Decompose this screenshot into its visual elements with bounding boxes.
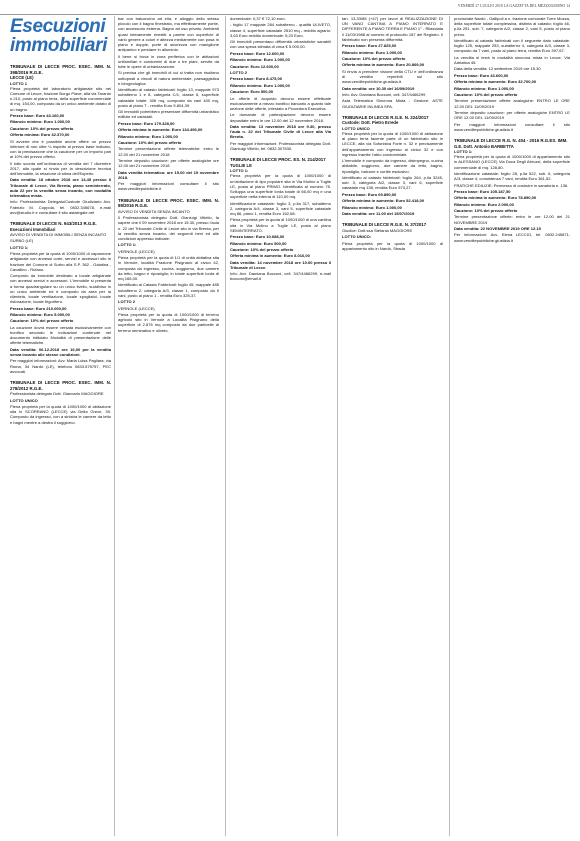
column-1 xyxy=(10,60,111,836)
entry-title: TRIBUNALE DI LECCE R.G.E. N. 224/2017 xyxy=(342,114,429,120)
entry-paragraph: Per maggiori informazioni: Professionista delegato Dott. Gianluigi Vitiello, tel. 0832.307530. xyxy=(230,140,331,151)
section-title xyxy=(10,17,105,57)
entry-paragraph: Piena proprietà per la quota di 1000/1000 di capannone artigianale con annessi corte, servizi e accessori sito in frazione del Comune di Surbo alla S.P. 362 - Galatina - Cavallino - Rufano. xyxy=(10,251,111,272)
entry-paragraph: Identificato al Catasto Fabbricati: foglio 45, mappale 485 subalterno 2, categoria A/3, classe 1, composto da 9 vani, posto al piano 1 - rendita Euro 325,37. xyxy=(118,282,219,298)
entry-paragraph: tan. 13,33/85 (+47) per lavori di REALIZZAZIONE DI UN VANO CANTINA A PIANO INTERRATO E DIFFERENTE A PIANO TERRA E PIANO 1° - Rilasciata il 11/03/1988 al numero di protocollo 187 del Registro. Il fabbricato non presenta difformità. xyxy=(342,16,443,42)
entry-paragraph: Il Professionista delegato Dott. Gianluigi Vitiello, fa sapere che il 09 novembre 2018 ore 15.30, presso l'aula n. 22 del Tribunale Civile di Lecce sito in via Brenta, per la vendita senza incanto, dei seguenti beni ed alle condizioni appresso indicate: xyxy=(118,215,219,241)
entry-paragraph: Prezzo base: Euro 43.600,00 xyxy=(454,72,509,78)
entry-paragraph: Identificato al catasto fabbricati con il seguente dato catastale: foglio 125, mappale 253, subalterno 4, categoria A/3, classe 3, composto da 7 vani, posto al piano terra, rendita Euro 397,67. xyxy=(454,38,570,54)
entry-subtitle: TUGLIE LE xyxy=(230,162,252,168)
entry-subtitle: LECCE (LE) xyxy=(10,75,34,81)
entry-paragraph: Rilancio minimo: Euro 1.000,00 xyxy=(454,85,514,91)
entry-paragraph: Prezzo base: Euro 43.160,00 xyxy=(10,113,65,118)
entry-paragraph: Data vendita: 14 novembre 2018 ore 10.00 presso il Tribunale di Lecce. xyxy=(230,259,331,270)
entry-paragraph: Cauzione: 10% del prezzo offerto xyxy=(230,246,294,252)
entry-paragraph: Prezzo base: Euro 10.688,00 xyxy=(230,234,285,240)
entry-paragraph: AVVISO DI VENDITA SENZA INCANTO xyxy=(118,208,190,214)
entry-paragraph: Rilancio minimo: Euro 1.000,00 xyxy=(342,49,402,55)
entry-paragraph: Data vendita: 22 NOVEMBRE 2019 ORE 12.15 xyxy=(454,226,541,232)
column-3 xyxy=(230,16,331,836)
entry-paragraph: LOTTO 2 xyxy=(118,299,136,305)
auction-entry xyxy=(454,138,570,243)
entry-paragraph: Prezzo base: Euro 12.600,00 xyxy=(230,50,285,56)
entry-paragraph: Cauzione: 10% del prezzo offerto xyxy=(118,139,182,145)
entry-paragraph: Offerta minima in aumento: Euro 78.890,00 xyxy=(454,195,537,201)
entry-paragraph: Data vendita: 13 novembre 2018 ore 9.30, presso l'aula n. 22 del Tribunale Civile di Lecce alla Via Brenta. xyxy=(230,123,331,140)
entry-paragraph: Cauzione: 10% del prezzo offerto xyxy=(454,208,518,214)
entry-paragraph: Cauzione: Euro 500,00 xyxy=(230,89,274,95)
entry-paragraph: Cauzione: 10% del prezzo offerto xyxy=(10,125,74,131)
entry-paragraph: domenicale: 0,37 € 72,10 euro. xyxy=(230,16,286,21)
entry-paragraph: Per maggiori informazioni consultare il sito www.venditepubbliche.it xyxy=(118,181,219,192)
entry-subtitle: G.E. Dott. Antonio BARBETTA xyxy=(454,143,514,149)
entry-paragraph: Cauzione: 10% del prezzo offerto xyxy=(10,318,74,324)
column-divider xyxy=(449,16,450,836)
auction-entry xyxy=(118,198,219,333)
entry-paragraph: LOTTO UNICO xyxy=(10,397,38,403)
entry-paragraph: Info: Avv. Damiana Bocconi, cell. 347/4466299, e-mail bocconi@email.it xyxy=(230,271,331,282)
entry-paragraph: Cauzione: 10% del prezzo offerto xyxy=(454,91,518,97)
entry-paragraph: Rilancio minimo: Euro 1.000,00 xyxy=(230,82,290,88)
entry-paragraph: provinciale Nardò - Gallipoli a n. frazione comunale Torre Mozza, della superficie totale complessiva, distinta al catasto: foglio 46, p.lla 251, sub. 7, categoria A/2, classe 2, vani 5, posto al piano primo. xyxy=(454,16,570,37)
entry-paragraph: Per maggiori informazioni: Avv. Maria Luisa Pagliara, via Roma, 34 Nardò (LE), telefono 0833.575757, PEC avvocati. xyxy=(10,358,111,374)
entry-paragraph: LOTTO 1: xyxy=(118,242,137,248)
entry-title: TRIBUNALE DI LECCE PROC. ESEC. IMM. N. 278/2012 R.G.E. xyxy=(10,379,111,391)
entry-paragraph: Gli immobili potrebbero presentare difformità urbanistico edilizie ed catastali. xyxy=(118,109,219,120)
entry-paragraph: Il lotto sconta nell'ordinanza di vendita del 7 dicembre 2017, alla quale si rinvia per la descrizione tecnica dell'immobile, la relazione di stima dell'Esperto. xyxy=(10,160,111,176)
auction-entry xyxy=(10,64,111,215)
auction-entry xyxy=(342,222,443,251)
page-header xyxy=(0,0,580,15)
entry-paragraph: Piena proprietà per la quota di 1000/1000 di abitazione al piano terra facente parte di un fabbricato sito in LECCE, alla via Sofonisba Forte n. 32 e precisamente dell'appartamento con ingresso al civico 32 e con ingresso tramite l'atrio condominiale. xyxy=(342,130,443,157)
entry-paragraph: Termine deposito cauzione: per offerte analogiche ENTRO LE ORE 12.00 DEL 11/09/2019 xyxy=(454,109,570,121)
entry-paragraph: Termine presentazione offerte telematiche: entro le 12.00 del 21 novembre 2018 xyxy=(118,146,219,157)
entry-paragraph: Prezzo base: Euro 8.475,00 xyxy=(230,76,282,82)
entry-paragraph: Prezzo base: Euro 69.890,00 xyxy=(342,191,397,197)
entry-paragraph: Prezzo base: Euro 105.187,50 xyxy=(454,188,511,194)
entry-paragraph: Cauzione: Euro 12.600,00 xyxy=(230,63,279,69)
auction-entry xyxy=(230,16,331,151)
entry-paragraph: La cauzione dovrà essere versata esclusivamente con bonifico secondo le indicazioni contenute nel documento intitolato Modalità di presentazione delle offerte telematiche. xyxy=(10,324,111,346)
entry-paragraph: Le offerte di acquisto devono essere effettuate esclusivamente a mezzo bonifico bancario a quanto tale sezione delle offerte, intestato a Procedura Esecutiva. xyxy=(230,95,331,111)
entry-paragraph: Offerta minima in aumento: Euro 20.869,00 xyxy=(342,62,425,68)
entry-paragraph: SURBO (LE) xyxy=(10,238,34,244)
auction-entry xyxy=(118,16,219,192)
column-divider xyxy=(337,16,338,836)
entry-paragraph: Prezzo base: Euro 27.825,00 xyxy=(342,43,397,49)
entry-paragraph: Cauzione: 10% del prezzo offerto xyxy=(342,55,406,61)
entry-title: TRIBUNALE DI LECCE PROC. ES. N. 214/2017 xyxy=(230,157,326,163)
column-divider xyxy=(114,16,115,836)
entry-paragraph: Prezzo base: Euro 210.000,00 xyxy=(10,305,67,311)
entry-paragraph: Rilancio minimo: Euro 2.000,00 xyxy=(454,201,514,207)
entry-paragraph: LOTTO 1: xyxy=(10,244,29,250)
auction-entry xyxy=(10,221,111,374)
auction-entry xyxy=(230,157,331,282)
entry-paragraph: Identificazione catastale: foglio 28, p.lla 522, sub. 6, categoria A/3, classe 4, consistenza 7 vani, rendita Euro 361,52. xyxy=(454,170,570,182)
entry-paragraph: Rilancio minimo: Euro 500,00 xyxy=(230,240,287,246)
entry-paragraph: Termine presentazione offerte analogiche: ENTRO LE ORE 12.00 DEL 11/09/2019 xyxy=(454,98,570,109)
column-4 xyxy=(342,16,443,836)
auction-entry xyxy=(342,16,443,109)
entry-paragraph: Offerta minima in aumento: Euro 32.700,00 xyxy=(454,79,537,85)
entry-paragraph: Piena proprietà per la quota di 1000/1000 di appartamento sito in Nardò, Strada xyxy=(342,240,443,251)
entry-paragraph: Piena proprietà per la quota di 1000/1000 di una cantina sita in Via Mulino a Tuglie LE, posta al piano SEMINTERRATO. xyxy=(230,217,331,233)
entry-paragraph: L'immobile è composto da ingresso, disimpegno, cucina abitabile, soggiorno, due camere da letto, bagno, ripostiglio, balcone e cortile esclusivo. xyxy=(342,158,443,174)
auction-entry xyxy=(10,380,111,425)
entry-paragraph: AVVISO DI VENDITA DI IMMOBILI SENZA INCANTO xyxy=(10,231,107,237)
entry-paragraph: - foglio 17 mappale 284 subalterno - qualità ULIVETO, classe 4, superficie catastale 2510 mq - reddito agrario: 3,63 Euro reddito domenicale: 5,20 Euro. xyxy=(230,22,331,38)
section-title-line-2: immobiliari xyxy=(10,35,107,56)
auction-entry xyxy=(342,115,443,216)
column-divider xyxy=(225,16,226,836)
entry-paragraph: Si avverte che è possibile anche offrire un prezzo inferiore di non oltre ¼ rispetto al prezzo base indicato, con la precisazione che la cauzione per un importo pari al 10% del prezzo offerto. xyxy=(10,138,111,160)
entry-paragraph: La vendita si terrà in modalità sincrona mista in Lecce, Via Adriatica 45. xyxy=(454,54,570,65)
entry-paragraph: Rilancio minimo: Euro 1.000,00 xyxy=(10,119,70,125)
entry-paragraph: Rilancio minimo: Euro 1.000,00 xyxy=(342,204,402,210)
entry-title: TRIBUNALE DI LECCE PROC. ESEC. IMM. N. 89/2016 R.G.E. xyxy=(118,197,219,209)
entry-title: TRIBUNALE DI LECCE PROC. ESEC. IMM. N. 398/2016 R.G.E. xyxy=(10,64,111,75)
entry-title: TRIBUNALE DI LECCE R.G.E. N. 37/2017 xyxy=(342,222,427,228)
entry-paragraph: Il bene si trova in zona periferica con le abitazioni unifamiliari e condomini di due o tre piani, servite da tutte le opere di urbanizzazione. xyxy=(118,53,219,70)
entry-paragraph: LOTTO 2 xyxy=(230,69,248,75)
entry-paragraph: Data vendita telematica: ore 15.00 del 19 novembre 2018. xyxy=(118,169,219,180)
lot-label: LOTTO 1: xyxy=(454,148,473,154)
entry-paragraph: Prezzo base: Euro 179.328,00 xyxy=(118,120,175,126)
entry-paragraph: Piena proprietà per la quota di 1000/1000 di terreno agricolo sito in Vernole a Località Pisignano della superficie di 2.876 mq composto da due particelle di terreno seminativo e uliveto. xyxy=(118,311,219,333)
entry-paragraph: Professionista delegato Dott. Giancarlo MAGGIORE xyxy=(10,391,104,397)
entry-paragraph: Identificato al catasto fabbricati: foglio 264, p.lla 3245, sub. 3, categoria A/2, classe 3, vani 6, superficie catastale mq 138, rendita Euro 573,27. xyxy=(342,174,443,191)
entry-paragraph: Data vendita: ore 11.00 del 15/07/2019 xyxy=(342,210,415,216)
entry-paragraph: Offerta minima in aumento: Euro 134.496,00 xyxy=(118,127,203,133)
entry-paragraph: Asta Telematica Sincrona Mista - Gestore: ASTE GIUDIZIARIE INLINEA SPA. xyxy=(342,98,443,109)
entry-paragraph: Data vendita: ore 10.30 del 16/09/2019 xyxy=(342,85,415,91)
entry-paragraph: Gli immobili presentano difformità urbanistiche sanabili con una spesa stimata di circa € 5.000,00. xyxy=(230,39,331,50)
entry-paragraph: Identificato al catasto fabbricati: foglio 13, mappale 973 subalterno 1 e 8, categoria C/1, classe 6, superficie catastale totale: 406 mq, composto da vani 400 mq, posto al piano T - rendita Euro 5.804,39. xyxy=(118,87,219,108)
entry-paragraph: Info: Professionista Delegato/Custode Giudiziario Avv. Fabrizio M. Coppola, tel. 0832.345678, e-mail avv@studio.it e consultare il sito astalegale.net xyxy=(10,199,111,215)
entry-paragraph: Termine deposito cauzione: per offerte analogiche ore 12.00 del 21 novembre 2018 xyxy=(118,157,219,169)
entry-paragraph: FRATICHE EDILIZIE: Permesso di costruire in sanatoria n. 136. xyxy=(454,182,569,188)
entry-paragraph: Per maggiori informazioni consultare il sito www.venditepubbliche.giustizia.it xyxy=(454,121,570,132)
entry-paragraph: Si precisa che gli immobili di cui si tratta non risultano sottoposti a vincoli di natura ambientale, paesaggistica e idrogeologica. xyxy=(118,70,219,86)
entry-paragraph: Giudice: Dott.ssa Stefania MAGGIORE xyxy=(342,227,413,233)
header-text: VENERDÌ 27 LUGLIO 2018 LA GAZZETTA DEL MEZZOGIORNO 14 xyxy=(457,4,570,8)
column-5 xyxy=(454,16,570,836)
entry-paragraph: Data della vendita: 12 settembre 2019 ore 15.30 xyxy=(454,66,541,72)
entry-paragraph: Si rinvia a prendere visione della CTU e dell'ordinanza di vendita reperibili sul sito www.venditepubbliche.giustizia.it. xyxy=(342,68,443,85)
entry-paragraph: Piena proprietà per la quota di 1000/1000 di abitazione sita in SCORRANO (LECCE) via Della Grece, 39. Composto da ingresso, con a sinistra le camere da letto e bagni mentre a destra il soggiorno. xyxy=(10,403,111,425)
entry-paragraph: VERNOLE (LECCE) xyxy=(118,248,155,254)
entry-paragraph: Piena proprietà per la quota di 1000/1000 di un'abitazione di tipo popolare sita in Via Mulino a Tuglie LE, posta al piano PRIMO. Identificata al numero 75. Sviluppa una superficie lorda totale di 66,00 mq e una superficie netta interna di 110,00 mq. xyxy=(230,173,331,200)
entry-subtitle: Custode: Dott. Pietro Errede xyxy=(342,120,399,126)
entry-paragraph: bar con balconcino ad ella, e alloggio dello stesso piccolo con il bagno finestrato, ma effettivamente ponte, con accessorio esterna. Bagno ad uso privato. Ambienti quasi interamente rivestiti a parete con superficie di vario genere a colori e altezza mediamente con posa in piano e doppie, porte di sicurezza con maniglione antipanico e persiane in alluminio. xyxy=(118,16,219,53)
column-2 xyxy=(118,16,219,836)
entry-paragraph: Info: Avv. Damiana Bocconi, cell. 347/4466299 xyxy=(342,91,426,97)
entry-paragraph: Identificazione catastale: foglio 3, p.lla 317, subalterno 2, categoria A/4, classe 3, vani 5, superficie catastale mq 86, piano 1, rendita Euro 162,68. xyxy=(230,200,331,216)
entry-paragraph: Rilancio minimo: Euro 5.000,00 xyxy=(10,311,70,317)
lot-label: LOTTO 1 xyxy=(10,80,28,86)
entry-paragraph: Termine presentazione offerte: entro le ore 12.00 del 21 NOVEMBRE 2019 xyxy=(454,214,570,225)
entry-paragraph: LOTTO UNICO: xyxy=(342,234,372,240)
entry-subtitle: Esecuzioni Immobiliari xyxy=(10,226,56,232)
entry-title: TRIBUNALE DI LECCE R.G. N. 404 - 2016 R.G.ES. IMM. xyxy=(454,137,568,143)
entry-paragraph: Data vendita: 18 ottobre 2018 ore 14,45 presso il Tribunale di Lecce, Via Brenta, piano seminterrato, aula 22 per la vendita senza incanto, con modalità telematica mista. xyxy=(10,177,111,198)
entry-paragraph: Composto da immobile destinato a locale artigianale con annessi servizi e accessori. L'immobile si presenta a forma quadrangolare su un unico livello, suddiviso in un unico ambiente ed è composto da area per la clientela, locale ventilazione, locale spogliatoi, locale ristorazione, locale frigorifero. xyxy=(10,273,111,305)
entry-paragraph: Rilancio minimo: Euro 1.000,00 xyxy=(230,57,290,63)
entry-paragraph: Offerta minima in aumento: Euro 52.418,00 xyxy=(342,198,425,204)
entry-paragraph: Data vendita: 06.12.2018 ore 16,00 per la vendita senza incanto alle stesse condizioni. xyxy=(10,346,111,357)
auction-entry xyxy=(454,16,570,132)
entry-paragraph: Piena proprietà per la quota di 1/1 di unità abitativa sita in Vernole, località Frazione Pisignano al civico 42, composta da ingresso, cucina, soggiorno, due camere da letto, bagno e ripostiglio; in totale superficie lorda di mq 165,00. xyxy=(118,255,219,281)
entry-paragraph: Piena proprietà per la quota di 1000/1000 di appartamento sito in ALESSANO (LECCE) Via Duca Degli Abruzzi, della superficie commerciale di mq. 128,80. xyxy=(454,154,570,170)
lot-label: LOTTO 1: xyxy=(230,168,249,174)
entry-paragraph: Offerta minima in aumento: Euro 8.016,00 xyxy=(230,253,310,259)
entry-paragraph: Piena proprietà del laboratorio artigianale sito nel Comune di Lecce, frazione Borgo Piave, alla via Taranto n.210, posto al piano terra, della superficie commerciale di mq. 154,00, composto da un unico ambiente dotato di un bagno. xyxy=(10,85,111,112)
entry-paragraph: Le domande di partecipazione devono essere depositate entro le ore 12.00 del 12 novembre 2018. xyxy=(230,112,331,123)
entry-paragraph: Rilancio minimo: Euro 1.000,00 xyxy=(118,133,178,139)
entry-paragraph: Offerta minima: Euro 32.370,00 xyxy=(10,132,70,138)
entry-paragraph: VERNOLE (LECCE) xyxy=(118,305,155,311)
entry-paragraph: Per informazioni: Avv. Elena LECCIO, tel. 0832.245871, www.venditepubbliche.giustizia.it xyxy=(454,232,570,243)
entry-title: TRIBUNALE DI LECCE N. 943/2013 R.G.E. xyxy=(10,220,97,226)
section-title-line-1: Esecuzioni xyxy=(10,16,106,37)
lot-label: LOTTO UNICO xyxy=(342,125,370,131)
